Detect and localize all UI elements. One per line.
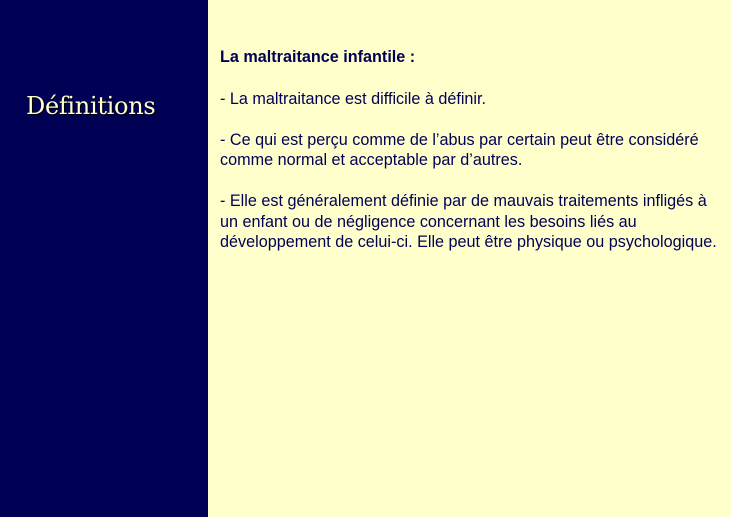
paragraph-2: - Ce qui est perçu comme de l’abus par certain peut être considéré comme normal et acceptable par d’autres. [220, 130, 699, 169]
content-body [220, 47, 720, 273]
sidebar-panel [0, 0, 208, 517]
content-heading: La maltraitance infantile : [220, 48, 416, 66]
slide-title: Définitions [26, 92, 156, 120]
paragraph-1: - La maltraitance est difficile à définir. [220, 89, 487, 108]
content-panel [208, 0, 731, 517]
paragraph-3: - Elle est généralement définie par de mauvais traitements infligés à un enfant ou de négligence concernant les besoins liés au développement de celui-ci. Elle peut être physique ou psychologique. [220, 192, 717, 251]
